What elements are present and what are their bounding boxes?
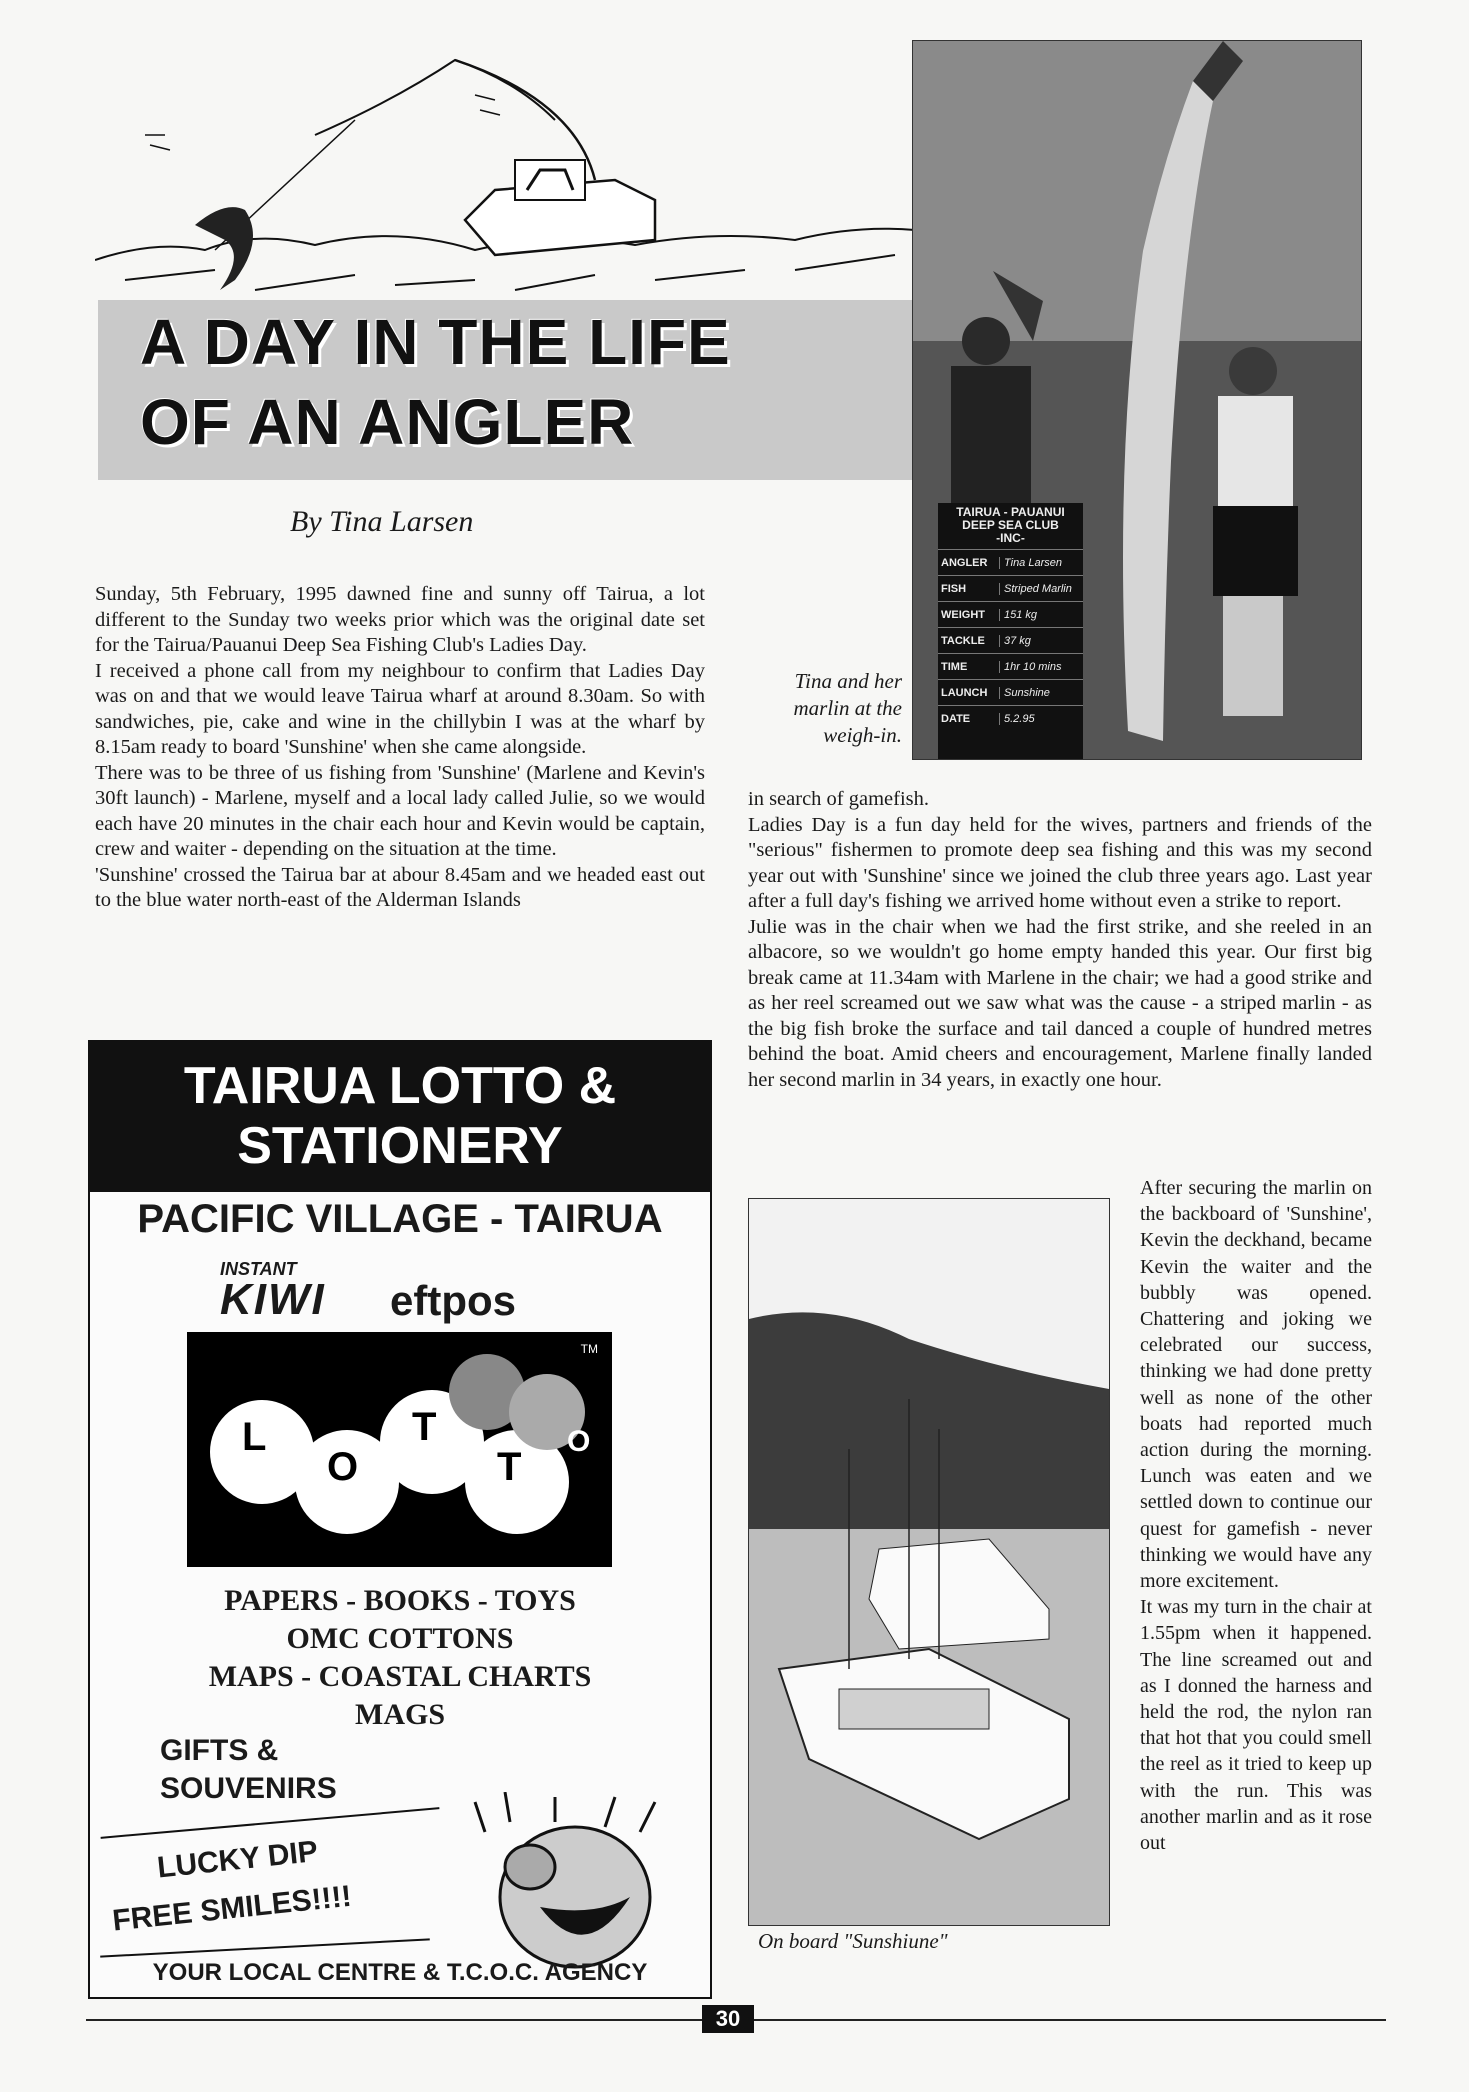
lotto-letter: O [567,1425,591,1458]
lotto-logo: L O T T O TM [187,1332,612,1567]
weigh-board-club: TAIRUA - PAUANUI DEEP SEA CLUB -INC- [956,505,1065,545]
weigh-board-row [938,679,1083,705]
lotto-letter: L [242,1415,267,1459]
article-column-narrow [1140,1175,1372,1856]
weigh-board-row [938,601,1083,627]
article-column-left [95,582,705,914]
paragraph: I received a phone call from my neighbour to confirm that Ladies Day was on and that we would leave Tairua wharf at around 8.30am. So with sandwiches, pie, cake and wine in the chillybin I was at the wharf by 8.15am ready to board 'Sunshine' when she came alongside. [95,659,705,758]
weigh-board-label: DATE [938,713,1000,725]
weigh-board-row [938,705,1083,731]
weigh-board-value: 1hr 10 mins [1004,660,1062,673]
paragraph: Sunday, 5th February, 1995 dawned fine and sunny off Tairua, a lot different to the Sunday two weeks prior which was the original date set for the Tairua/Pauanui Deep Sea Fishing Club's Ladies Day. [95,583,705,656]
boat-photo-caption: On board "Sunshiune" [758,1929,948,1953]
weigh-board-row [938,549,1083,575]
weigh-board-label: LAUNCH [938,687,1000,699]
paragraph: After securing the marlin on the backboard of 'Sunshine', Kevin the deckhand, became Kevin the waiter and the bubbly was opened. Chattering and joking we celebrated our success, thinking we had done pretty well as none of the other boats had reported much action during the morning. Lunch was eaten and we settled down to continue our quest for gamefish - never thinking we would have any more excitement. [1140,1177,1372,1593]
smiling-face-cartoon [445,1792,695,1977]
paragraph: Ladies Day is a fun day held for the wives, partners and friends of the "serious" fishermen to promote deep sea fishing and this was my second year out with 'Sunshine' since we joined the club three years ago. Last year after a full day's fishing we arrived home without even a strike to report. [748,813,1372,912]
weigh-board-value: 5.2.95 [1004,712,1035,725]
paragraph: It was my turn in the chair at 1.55pm when it happened. The line screamed out and as I donned the harness and held the rod, the nylon ran that hot that you could smell the reel as it tried to keep up with the run. This was another marlin and as it rose out [1140,1596,1372,1855]
weigh-board-label: TACKLE [938,635,1000,647]
weigh-board-value: Sunshine [1004,686,1050,699]
ad-payment-logos [190,1257,610,1332]
boat-photo-image [749,1199,1109,1925]
weigh-board-value: 37 kg [1004,634,1031,647]
instant-kiwi-wordmark: KIWI [220,1275,326,1324]
instant-kiwi-logo: INSTANT [220,1259,297,1279]
weigh-board-value: Striped Marlin [1004,582,1072,595]
lotto-letter: T [412,1405,437,1449]
weigh-board-value: Tina Larsen [1004,556,1062,569]
paragraph: Julie was in the chair when we had the first strike, and she reeled in an albacore, so we wouldn't go home empty handed this year. Our first big break came at 11.34am with Marlene in the chair; we had a good strike and as her reel screamed out we saw what was the cause - a striped marlin - as the big fish broke the surface and tail danced a couple of hundred metres behind the boat. Amid cheers and encouragement, Marlene finally landed her second marlin in 34 years, in exactly one hour. [748,915,1372,1091]
weigh-board [938,503,1083,760]
weigh-board-label: ANGLER [938,557,1000,569]
article-title-line-1: A DAY IN THE LIFE [140,306,731,378]
paragraph: in search of gamefish. [748,788,930,810]
weigh-board-label: WEIGHT [938,609,1000,621]
weigh-board-row [938,627,1083,653]
article-column-right [748,787,1372,1093]
page-number: 30 [702,2005,754,2033]
marlin-photo-caption: Tina and her marlin at the weigh-in. [793,669,902,747]
ad-heading: TAIRUA LOTTO & STATIONERY [90,1042,710,1192]
weigh-board-row [938,575,1083,601]
weigh-board-value: 151 kg [1004,608,1038,621]
ad-product-list: PAPERS - BOOKS - TOYS OMC COTTONS MAPS - COASTAL CHARTS MAGS [208,1584,592,1731]
weigh-board-label: FISH [938,583,1000,595]
weigh-board-rows [938,549,1083,731]
boat-photo [748,1198,1110,1926]
tairua-lotto-advertisement [88,1040,712,1999]
ad-gifts: GIFTS & SOUVENIRS [160,1734,337,1805]
ad-location: PACIFIC VILLAGE - TAIRUA [137,1197,663,1241]
ad-lucky-dip: LUCKY DIP FREE SMILES!!!! [110,1834,354,1938]
weigh-board-label: TIME [938,661,1000,673]
ad-footer: YOUR LOCAL CENTRE & T.C.O.C. AGENCY [152,1959,648,1986]
eftpos-logo: eftpos [390,1277,516,1324]
paragraph: There was to be three of us fishing from 'Sunshine' (Marlene and Kevin's 30ft launch) - Marlene, myself and a local lady called Julie, so we would each have 20 minutes in the chair each hour and Kevin would be captain, crew and waiter - depending on the situation at the time. [95,761,705,860]
byline: By Tina Larsen [290,505,474,538]
lotto-letter: O [327,1445,359,1489]
weigh-board-row [938,653,1083,679]
paragraph: 'Sunshine' crossed the Tairua bar at abour 8.45am and we headed east out to the blue water north-east of the Alderman Islands [95,863,705,911]
marlin-weigh-in-photo [912,40,1362,760]
article-title-line-2: OF AN ANGLER [140,386,635,458]
lotto-letter: T [497,1445,522,1489]
